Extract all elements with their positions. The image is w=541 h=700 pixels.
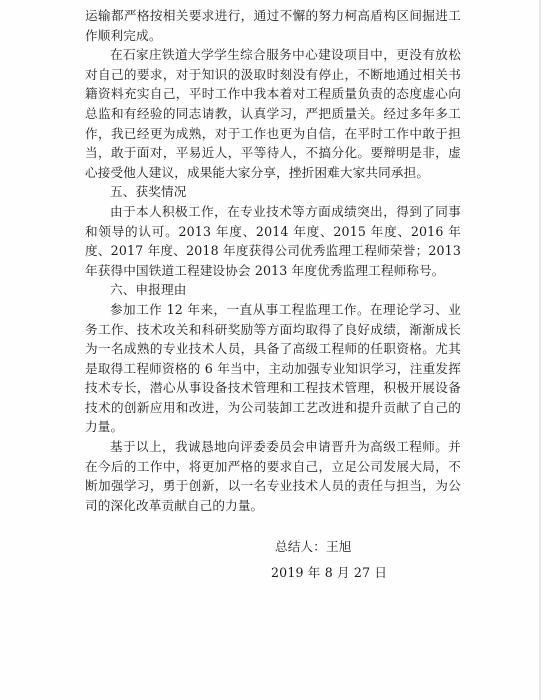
signature-date: 2019 年 8 月 27 日: [271, 565, 388, 581]
paragraph-service-center: 在石家庄铁道大学学生综合服务中心建设项目中，更没有放松对自己的要求，对于知识的汲取时刻没有停止，不断地通过相关书籍资料充实自己，平时工作中我本着对工程质量负责的态度虚心向总监和有经验的同志请教，认真学习，严把质量关。经过多年多工作，我已经更为成熟，对于工作也更为自信，在平时工作中敢于担当，敢于面对，平易近人，平等待人，不搞分化。要辩明是非，虚心接受他人建议，成果能大家分享，挫折困难大家共同承担。: [85, 47, 461, 180]
signature-line: 总结人：王旭: [275, 539, 352, 555]
document-body: [85, 6, 461, 583]
paragraph-intro-continued: 运输都严格按相关要求进行，通过不懈的努力柯高盾构区间掘进工作顺利完成。: [85, 8, 461, 43]
spacer: [85, 515, 461, 537]
paragraph-application-reason: 参加工作 12 年来，一直从事工程监理工作。在理论学习、业务工作、技术攻关和科研奖励等方面均取得了良好成绩，渐渐成长为一名成熟的专业技术人员，具备了高级工程师的任职资格。尤其是取得工程师资格的 6 年当中，主动加强专业知识学习，注重发挥技术专长，潜心从事设备技术管理和工程技术管理，积极开展设备技术的创新应用和改进，为公司装卸工艺改进和提升贡献了自己的力量。: [85, 301, 461, 435]
paragraph-conclusion: 基于以上，我诚恳地向评委委员会申请晋升为高级工程师。并在今后的工作中，将更加严格的要求自己，立足公司发展大局，不断加强学习，勇于创新，以一名专业技术人员的责任与担当，为公司的深化改革贡献自己的力量。: [85, 439, 461, 513]
heading-awards: 五、获奖情况: [110, 184, 187, 200]
heading-application-reason: 六、申报理由: [110, 282, 187, 298]
paragraph-awards: 由于本人积极工作，在专业技术等方面成绩突出，得到了同事和领导的认可。2013 年度、2014 年度、2015 年度、2016 年度、2017 年度、2018 年度获得公司优秀监理工程师荣誉；2013 年获得中国铁道工程建设协会 2013 年度优秀监理工程师称号。: [85, 203, 461, 278]
